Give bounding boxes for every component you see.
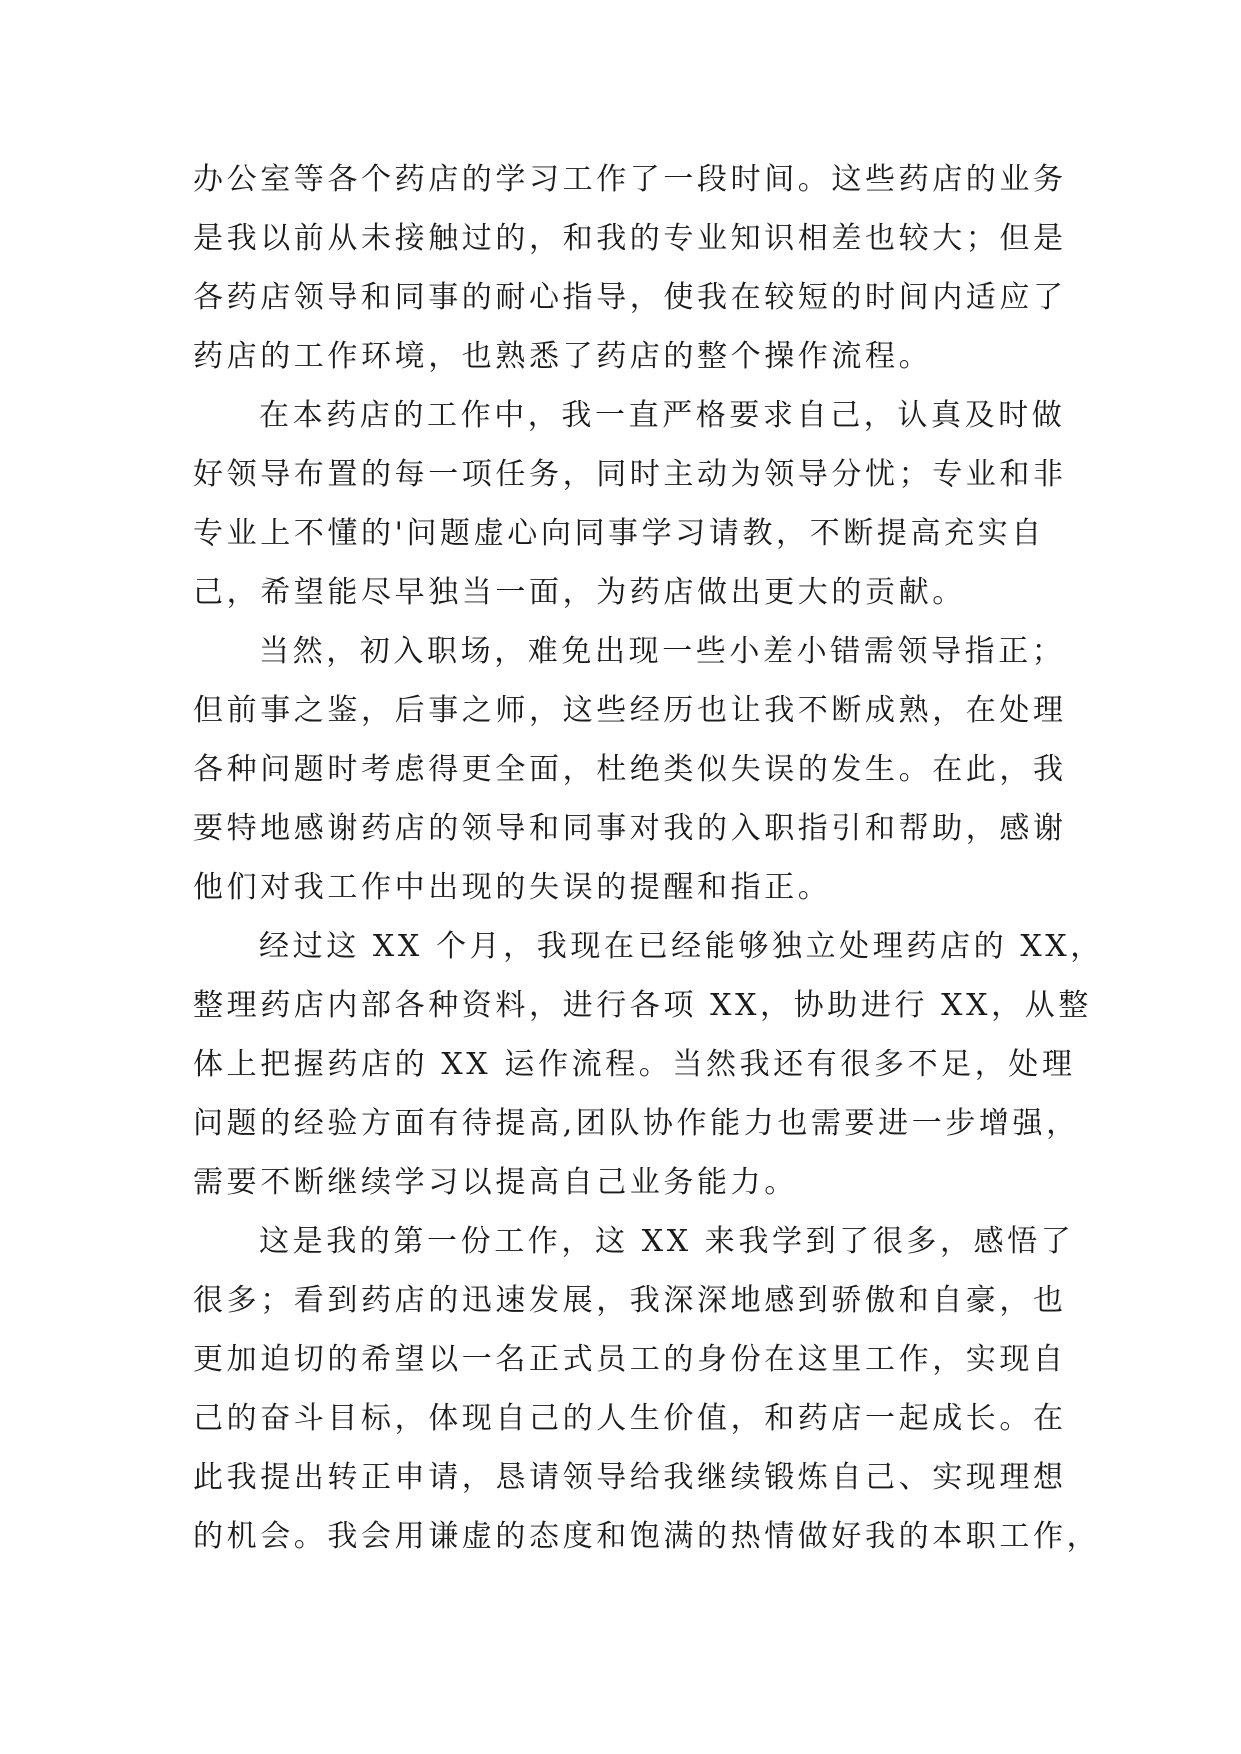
text-line: 是我以前从未接触过的，和我的专业知识相差也较大；但是 — [193, 221, 1067, 256]
text-line: 当然，初入职场，难免出现一些小差小错需领导指正； — [259, 634, 1066, 669]
text-line: 此我提出转正申请，恳请领导给我继续锻炼自己、实现理想 — [193, 1460, 1067, 1495]
text-line: 问题的经验方面有待提高,团队协作能力也需要进一步增强， — [193, 1106, 1080, 1141]
text-line: 更加迫切的希望以一名正式员工的身份在这里工作，实现自 — [193, 1342, 1067, 1377]
paragraph-1 — [193, 150, 1067, 386]
paragraph-4 — [193, 917, 1104, 1212]
text-line: 各种问题时考虑得更全面，杜绝类似失误的发生。在此，我 — [193, 752, 1067, 787]
text-line: 在本药店的工作中，我一直严格要求自己，认真及时做 — [259, 398, 1066, 433]
text-line: 体上把握药店的 XX 运作流程。当然我还有很多不足，处理 — [193, 1047, 1076, 1082]
text-line: 药店的工作环境，也熟悉了药店的整个操作流程。 — [193, 339, 933, 374]
text-line: 这是我的第一份工作，这 XX 来我学到了很多，感悟了 — [259, 1224, 1075, 1259]
paragraph-3 — [193, 622, 1067, 917]
text-line: 办公室等各个药店的学习工作了一段时间。这些药店的业务 — [193, 162, 1067, 197]
text-line: 己，希望能尽早独当一面，为药店做出更大的贡献。 — [193, 575, 966, 610]
text-line: 很多；看到药店的迅速发展，我深深地感到骄傲和自豪，也 — [193, 1283, 1067, 1318]
paragraph-5 — [193, 1212, 1101, 1566]
text-line: 己的奋斗目标，体现自己的人生价值，和药店一起成长。在 — [193, 1401, 1067, 1436]
text-line: 专业上不懂的'问题虚心向同事学习请教，不断提高充实自 — [193, 516, 1045, 551]
text-line: 整理药店内部各种资料，进行各项 XX，协助进行 XX，从整 — [193, 988, 1092, 1023]
paragraph-2 — [193, 386, 1067, 622]
text-line: 他们对我工作中出现的失误的提醒和指正。 — [193, 870, 832, 905]
text-line: 好领导布置的每一项任务，同时主动为领导分忧；专业和非 — [193, 457, 1067, 492]
text-line: 的机会。我会用谦虚的态度和饱满的热情做好我的本职工作， — [193, 1519, 1101, 1554]
text-line: 各药店领导和同事的耐心指导，使我在较短的时间内适应了 — [193, 280, 1067, 315]
document-body — [193, 150, 1104, 1566]
text-line: 需要不断继续学习以提高自己业务能力。 — [193, 1165, 798, 1200]
text-line: 要特地感谢药店的领导和同事对我的入职指引和帮助，感谢 — [193, 811, 1067, 846]
text-line: 但前事之鉴，后事之师，这些经历也让我不断成熟，在处理 — [193, 693, 1067, 728]
text-line: 经过这 XX 个月，我现在已经能够独立处理药店的 XX， — [259, 929, 1104, 964]
